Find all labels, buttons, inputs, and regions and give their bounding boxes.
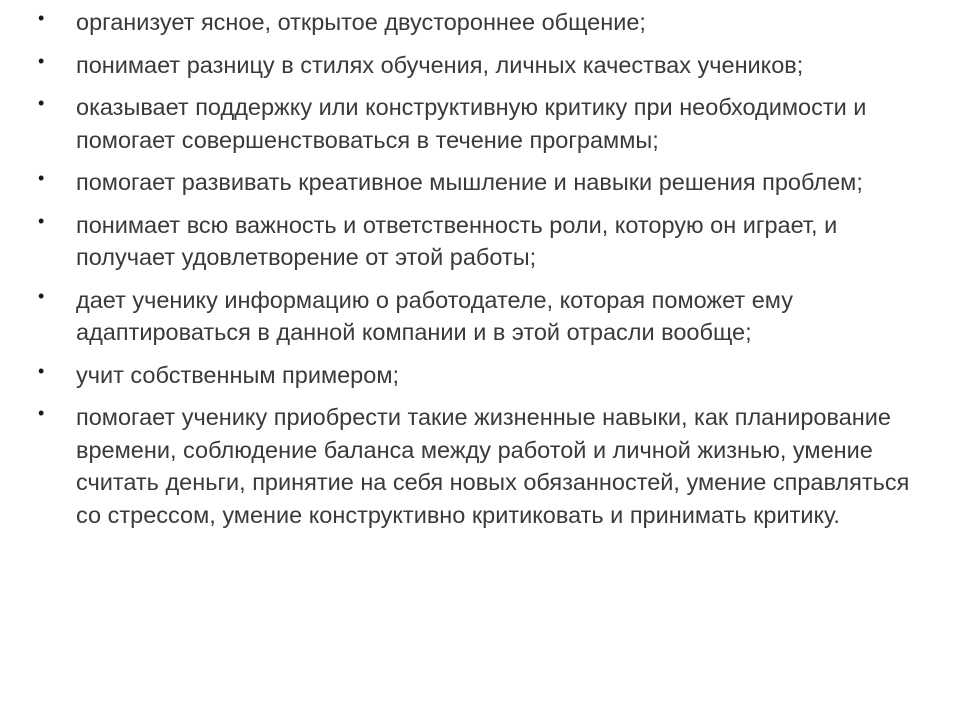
list-item bbox=[38, 166, 918, 199]
bullet-dot-icon: • bbox=[38, 168, 45, 188]
list-item bbox=[38, 359, 918, 392]
list-item bbox=[38, 6, 918, 39]
list-item-text: организует ясное, открытое двустороннее общение; bbox=[76, 9, 646, 35]
list-item bbox=[38, 284, 918, 349]
list-item-text: оказывает поддержку или конструктивную критику при необходимости и помогает совершенствоваться в течение программы; bbox=[76, 94, 867, 153]
bullet-dot-icon: • bbox=[38, 8, 45, 28]
list-item-text: понимает всю важность и ответственность роли, которую он играет, и получает удовлетворение от этой работы; bbox=[76, 211, 838, 270]
list-item-text: понимает разницу в стилях обучения, личных качествах учеников; bbox=[76, 51, 804, 78]
list-item bbox=[38, 209, 918, 274]
list-item-text: учит собственным примером; bbox=[76, 361, 399, 388]
list-item bbox=[38, 49, 918, 82]
bullet-dot-icon: • bbox=[38, 403, 45, 423]
bullet-dot-icon: • bbox=[38, 93, 45, 113]
list-item bbox=[38, 401, 918, 531]
list-item-text: дает ученику информацию о работодателе, которая поможет ему адаптироваться в данной компании и в этой отрасли вообще; bbox=[76, 286, 793, 345]
bullet-dot-icon: • bbox=[38, 210, 45, 231]
bullet-dot-icon: • bbox=[38, 50, 45, 71]
bullet-dot-icon: • bbox=[38, 285, 45, 306]
bullet-dot-icon: • bbox=[38, 360, 45, 381]
list-item-text: помогает ученику приобрести такие жизненные навыки, как планирование времени, соблюдение баланса между работой и личной жизнью, умение считать деньги, принятие на себя новых обязанностей, умение справляться со стрессом, умение конструктивно критиковать и принимать критику. bbox=[76, 404, 910, 528]
list-item bbox=[38, 91, 918, 156]
list-item-text: помогает развивать креативное мышление и навыки решения проблем; bbox=[76, 169, 863, 195]
bullet-list bbox=[38, 6, 918, 541]
